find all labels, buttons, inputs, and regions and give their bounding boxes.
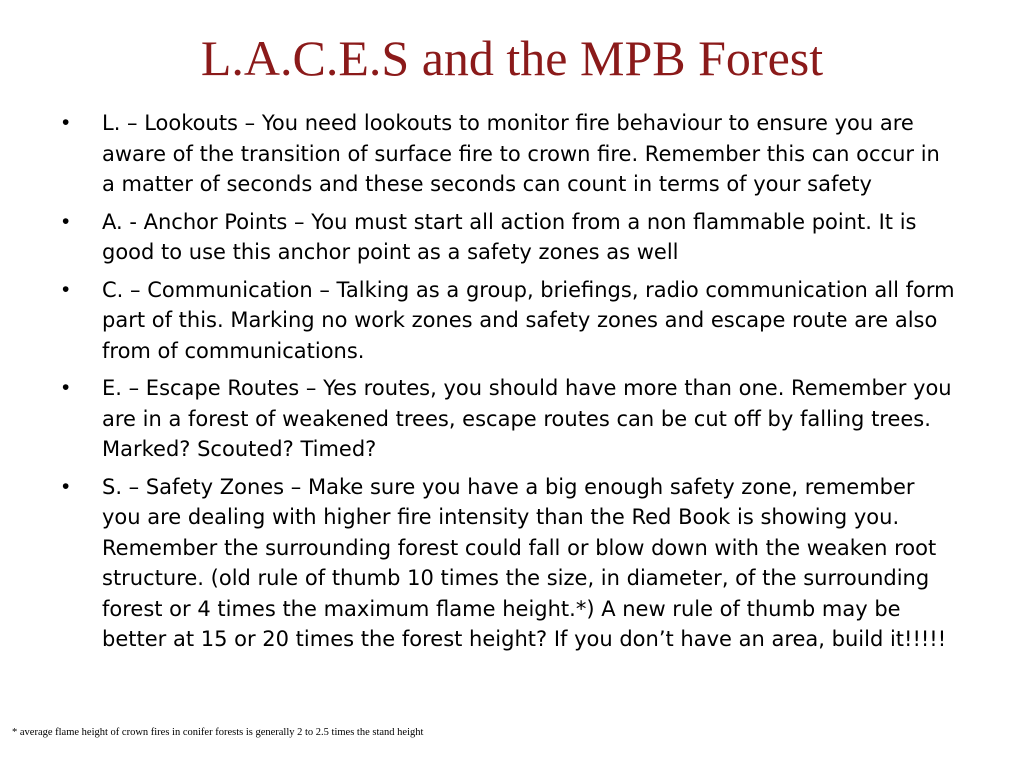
bullet-item-anchor-points bbox=[56, 207, 956, 268]
bullet-text-communication: C. – Communication – Talking as a group, briefings, radio communication all form part of this. Marking no work zones and safety zones and escape route are also from of communications. bbox=[102, 277, 955, 363]
bullet-item-lookouts bbox=[56, 108, 956, 200]
bullet-icon: • bbox=[62, 277, 70, 301]
bullet-text-safety-zones: S. – Safety Zones – Make sure you have a big enough safety zone, remember you are dealing with higher fire intensity than the Red Book is showing you. Remember the surrounding forest could fall or blow down with the weaken root structure. (old rule of thumb 10 times the size, in diameter, of the surrounding forest or 4 times the maximum flame height.*) A new rule of thumb may be better at 15 or 20 times the forest height? If you don’t have an area, build it!!!!! bbox=[102, 474, 947, 651]
bullet-icon: • bbox=[62, 209, 70, 233]
bullet-list bbox=[56, 108, 956, 662]
bullet-item-escape-routes bbox=[56, 373, 956, 465]
slide-title: L.A.C.E.S and the MPB Forest bbox=[200, 30, 824, 86]
footnote: * average flame height of crown fires in conifer forests is generally 2 to 2.5 times the stand height bbox=[12, 727, 424, 738]
bullet-item-safety-zones bbox=[56, 472, 956, 655]
bullet-icon: • bbox=[62, 111, 70, 134]
bullet-item-communication bbox=[56, 275, 956, 367]
bullet-icon: • bbox=[62, 376, 70, 399]
bullet-text-anchor-points: A. - Anchor Points – You must start all action from a non flammable point. It is good to use this anchor point as a safety zones as well bbox=[102, 209, 917, 264]
bullet-icon: • bbox=[62, 474, 70, 498]
bullet-text-lookouts: L. – Lookouts – You need lookouts to monitor fire behaviour to ensure you are aware of the transition of surface fire to crown fire. Remember this can occur in a matter of seconds and these seconds can count in terms of your safety bbox=[102, 111, 940, 196]
bullet-text-escape-routes: E. – Escape Routes – Yes routes, you should have more than one. Remember you are in a forest of weakened trees, escape routes can be cut off by falling trees. Marked? Scouted? Timed? bbox=[102, 376, 952, 461]
